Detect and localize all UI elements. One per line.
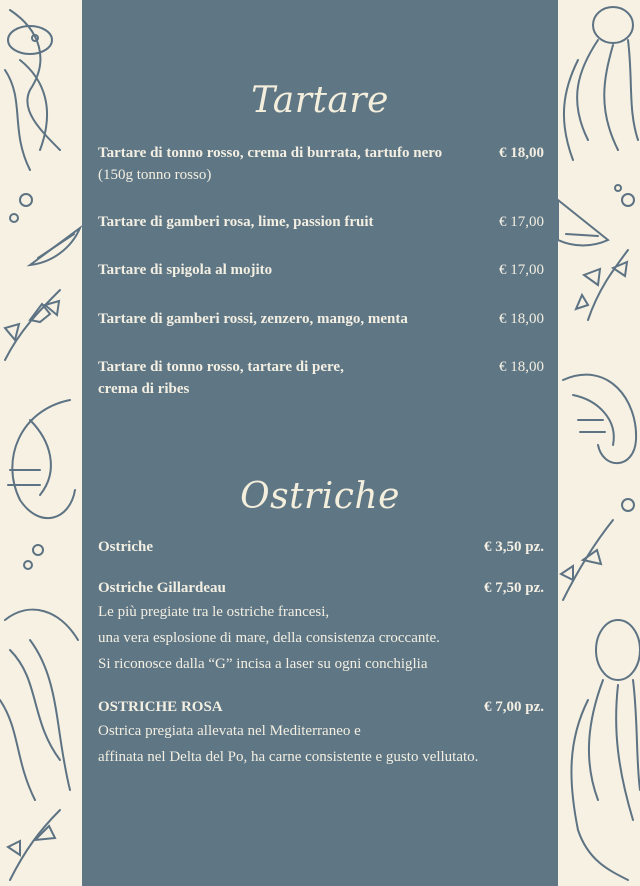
- item-price: € 17,00: [499, 214, 544, 230]
- parsley-icon: [8, 810, 60, 880]
- parsley-icon: [561, 520, 613, 600]
- lemon-slice-icon: [30, 228, 80, 265]
- item-name: Tartare di gamberi rosa, lime, passion fruit: [98, 214, 374, 230]
- item-name: Tartare di gamberi rossi, zenzero, mango, menta: [98, 311, 408, 327]
- item-price: € 3,50 pz.: [484, 539, 544, 555]
- menu-item: [98, 308, 544, 330]
- item-name: OSTRICHE ROSA: [98, 699, 223, 715]
- parsley-icon: [576, 250, 628, 320]
- item-name: Tartare di tonno rosso, tartare di pere,: [98, 359, 344, 375]
- shrimp-icon: [8, 400, 75, 518]
- item-description: Si riconosce dalla “G” incisa a laser su ogni conchiglia: [98, 656, 428, 672]
- squid-icon: [5, 10, 60, 170]
- item-description: Ostrica pregiata allevata nel Mediterraneo e: [98, 723, 361, 739]
- seafood-illustration-right: [558, 0, 640, 886]
- item-price: € 18,00: [499, 311, 544, 327]
- menu-item: [98, 536, 544, 558]
- squid-icon: [564, 7, 638, 160]
- lemon-slice-icon: [558, 200, 608, 245]
- bubble-icon: [10, 194, 43, 569]
- right-illustration-border: [558, 0, 640, 886]
- item-name: Ostriche Gillardeau: [98, 580, 226, 596]
- item-name: Tartare di tonno rosso, crema di burrata, tartufo nero: [98, 145, 443, 161]
- menu-item: [98, 211, 544, 233]
- menu-item: [98, 356, 544, 400]
- item-price: € 18,00: [499, 145, 544, 161]
- item-price: € 18,00: [499, 359, 544, 375]
- item-price: € 7,00 pz.: [484, 699, 544, 715]
- item-description: una vera esplosione di mare, della consistenza croccante.: [98, 630, 440, 646]
- left-illustration-border: [0, 0, 82, 886]
- menu-item: [98, 577, 544, 677]
- section-title-tartare: Tartare: [251, 80, 389, 121]
- squid-icon: [571, 620, 640, 880]
- section-title-ostriche: Ostriche: [240, 476, 400, 517]
- item-price: € 17,00: [499, 262, 544, 278]
- item-name-continued: crema di ribes: [98, 381, 190, 397]
- item-description: affinata nel Delta del Po, ha carne consistente e gusto vellutato.: [98, 749, 479, 765]
- item-price: € 7,50 pz.: [484, 580, 544, 596]
- menu-item: [98, 259, 544, 281]
- item-note: (150g tonno rosso): [98, 167, 212, 183]
- squid-icon: [0, 610, 78, 800]
- menu-item: [98, 142, 544, 186]
- item-description: Le più pregiate tra le ostriche francesi,: [98, 604, 330, 620]
- menu-item: [98, 696, 544, 770]
- item-name: Tartare di spigola al mojito: [98, 262, 273, 278]
- parsley-icon: [5, 290, 60, 360]
- shrimp-icon: [563, 375, 636, 463]
- menu-panel: [82, 0, 558, 886]
- item-name: Ostriche: [98, 539, 153, 555]
- seafood-illustration-left: [0, 0, 82, 886]
